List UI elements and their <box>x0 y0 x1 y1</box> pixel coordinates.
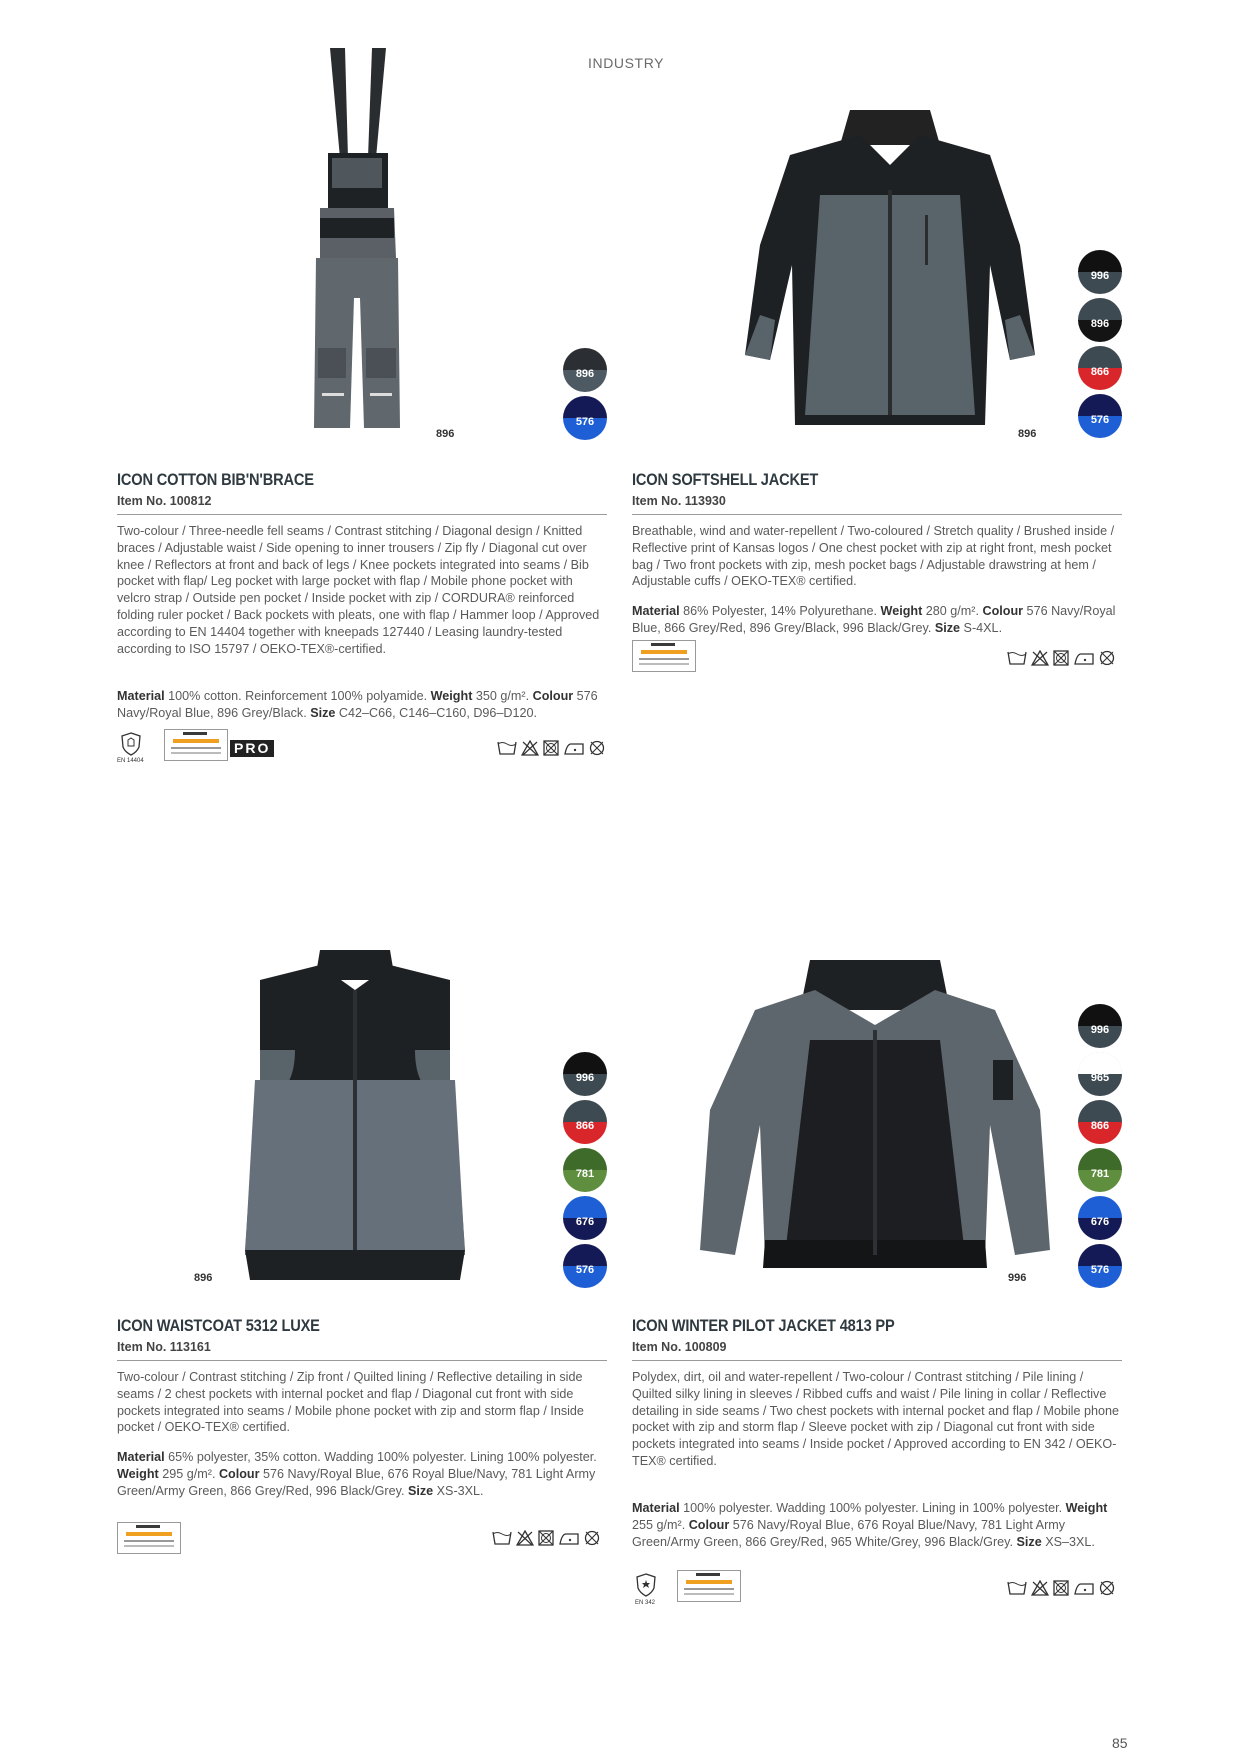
colour-swatch-781 <box>1078 1148 1122 1192</box>
oeko-tex-standard-100-badge <box>632 640 696 672</box>
spec-value-material: 65% polyester, 35% cotton. Wadding 100% polyester. Lining 100% polyester. <box>164 1450 597 1464</box>
spec-label-size: Size <box>407 1483 434 1498</box>
iron-icon <box>563 740 585 756</box>
spec-value-material: 100% cotton. Reinforcement 100% polyamide. <box>164 689 431 703</box>
spec-value-size: XS–3XL. <box>1041 1534 1095 1549</box>
colour-code: 576 <box>1090 1264 1110 1276</box>
softshell-image-label: 896 <box>1018 428 1037 440</box>
spec-label-size: Size <box>934 620 961 635</box>
no-bleach-icon <box>521 740 539 756</box>
spec-value-size: C42–C66, C146–C160, D96–D120. <box>335 705 538 720</box>
section-header: INDUSTRY <box>588 55 665 71</box>
colour-swatch-576 <box>1078 1244 1122 1288</box>
bib-divider <box>117 514 607 515</box>
colour-swatch-676 <box>1078 1196 1122 1240</box>
colour-code: 996 <box>575 1072 595 1084</box>
no-dry-clean-icon <box>1099 650 1115 666</box>
iron-icon <box>1073 650 1095 666</box>
spec-value-colour: 576 Navy/Royal Blue, 676 Royal Blue/Navy, 781 Light Army Green/Army Green, 866 Grey/Red, 996 Black/Grey. <box>117 1466 596 1498</box>
colour-swatch-996 <box>1078 1004 1122 1048</box>
pilot-divider <box>632 1360 1122 1361</box>
spec-label-material: Material <box>632 1501 680 1515</box>
spec-value-size: S-4XL. <box>960 620 1003 635</box>
spec-label-weight: Weight <box>430 689 473 703</box>
bib-image-label: 896 <box>436 428 455 440</box>
colour-swatch-576 <box>1078 394 1122 438</box>
care-symbols <box>492 1530 600 1548</box>
care-symbols <box>1007 1580 1115 1598</box>
pilot-description: Polydex, dirt, oil and water-repellent / Two-colour / Contrast stitching / Pile lining / Quilted silky lining in sleeves / Ribbed cuffs and waist / Pile lining in collar / Reflective detailing in side seams / Two chest pockets with internal pocket and flap / Mobile phone pocket with zip and storm flap / Sleeve pocket with zip / Diagonal cut front with side pockets integrated into seams / Inside pocket / Approved according to EN 342 / OEKO-TEX® certified. <box>632 1370 1120 1468</box>
spec-value-colour: 576 Navy/Royal Blue, 896 Grey/Black. <box>117 689 598 720</box>
colour-swatch-896 <box>1078 298 1122 342</box>
colour-code: 866 <box>1090 366 1110 378</box>
bib-and-brace-image <box>290 48 420 433</box>
softshell-description: Breathable, wind and water-repellent / Two-coloured / Stretch quality / Brushed inside / Reflective print of Kansas logos / One chest pocket with zip at right front, mesh pocket bag / Two front pockets with zip, mesh pocket bags / Adjustable drawstring at hem / Adjustable cuffs / OEKO-TEX® certified. <box>632 524 1115 589</box>
spec-label-size: Size <box>1016 1534 1042 1549</box>
pro-badge: PRO <box>230 740 274 757</box>
oeko-tex-standard-100-badge <box>677 1570 741 1602</box>
spec-label-colour: Colour <box>688 1517 730 1532</box>
no-tumble-dry-icon <box>543 740 559 756</box>
no-dry-clean-icon <box>589 740 605 756</box>
bib-specs <box>117 688 607 722</box>
colour-swatch-996 <box>1078 250 1122 294</box>
colour-code: 996 <box>1090 1024 1110 1036</box>
spec-label-material: Material <box>117 689 165 703</box>
softshell-title: ICON SOFTSHELL JACKET <box>632 470 819 489</box>
colour-swatch-866 <box>1078 1100 1122 1144</box>
colour-code: 676 <box>575 1216 595 1228</box>
spec-value-colour: 576 Navy/Royal Blue, 676 Royal Blue/Navy, 781 Light Army Green/Army Green, 866 Grey/Red, 965 White/Grey, 996 Black/Grey. <box>632 1517 1066 1549</box>
bib-description: Two-colour / Three-needle fell seams / Contrast stitching / Diagonal design / Knitted braces / Adjustable waist / Side opening to inner trousers / Zip fly / Diagonal cut over knee / Reflectors at front and back of legs / Knee pockets integrated into seams / Bib pocket with flap/ Leg pocket with large pocket with flap / Mobile phone pocket with velcro strap / Outside pen pocket / Inside pocket with zip / CORDURA® reinforced folding ruler pocket / Back pockets with pleats, one with flap / Hammer loop / Approved according to EN 14404 together with kneepads 127440 / Leasing laundry-tested according to ISO 15797 / OEKO-TEX®-certified. <box>117 524 600 656</box>
spec-label-colour: Colour <box>218 1466 260 1481</box>
colour-code: 866 <box>1090 1120 1110 1132</box>
colour-code: 866 <box>575 1120 595 1132</box>
colour-code: 896 <box>1090 318 1110 330</box>
colour-swatch-896 <box>563 348 607 392</box>
pilot-image-label: 996 <box>1008 1272 1027 1284</box>
spec-value-weight: 280 g/m². <box>922 604 983 618</box>
waistcoat-specs <box>117 1449 607 1499</box>
colour-swatch-996 <box>563 1052 607 1096</box>
spec-value-weight: 255 g/m². <box>632 1517 689 1532</box>
spec-value-size: XS-3XL. <box>433 1483 484 1498</box>
waistcoat-image <box>225 950 485 1285</box>
softshell-jacket-image <box>720 105 1060 445</box>
no-tumble-dry-icon <box>1053 1580 1069 1596</box>
product-waistcoat <box>117 1316 607 1556</box>
spec-label-weight: Weight <box>880 604 923 618</box>
spec-value-colour: 576 Navy/Royal Blue, 866 Grey/Red, 896 Grey/Black, 996 Black/Grey. <box>632 604 1116 635</box>
spec-value-weight: 295 g/m². <box>158 1466 219 1481</box>
no-dry-clean-icon <box>584 1530 600 1546</box>
no-tumble-dry-icon <box>538 1530 554 1546</box>
wash-40-icon <box>492 1530 512 1546</box>
colour-swatch-576 <box>563 1244 607 1288</box>
spec-label-material: Material <box>632 604 680 618</box>
oeko-tex-standard-100-badge <box>117 1522 181 1554</box>
spec-label-colour: Colour <box>532 689 574 703</box>
colour-swatch-676 <box>563 1196 607 1240</box>
winter-pilot-jacket-image <box>695 950 1055 1280</box>
colour-swatch-965 <box>1078 1052 1122 1096</box>
wash-40-icon <box>1007 1580 1027 1596</box>
pilot-specs <box>632 1500 1122 1550</box>
colour-swatch-866 <box>1078 346 1122 390</box>
colour-code: 576 <box>1090 414 1110 426</box>
spec-value-weight: 350 g/m². <box>472 689 533 703</box>
softshell-specs <box>632 603 1122 637</box>
softshell-item-number: Item No. 113930 <box>632 494 726 508</box>
care-symbols <box>497 740 605 758</box>
spec-label-weight: Weight <box>1065 1501 1108 1515</box>
oeko-tex-standard-100-badge <box>164 729 228 761</box>
spec-label-weight: Weight <box>117 1466 159 1481</box>
no-bleach-icon <box>1031 650 1049 666</box>
spec-label-material: Material <box>117 1450 165 1464</box>
care-symbols <box>1007 650 1115 668</box>
spec-label-colour: Colour <box>982 604 1024 618</box>
waistcoat-item-number: Item No. 113161 <box>117 1340 211 1354</box>
en-shield-icon <box>636 1573 656 1597</box>
pilot-title: ICON WINTER PILOT JACKET 4813 PP <box>632 1316 895 1335</box>
pilot-item-number: Item No. 100809 <box>632 1340 727 1354</box>
product-pilot <box>632 1316 1122 1616</box>
wash-40-icon <box>497 740 517 756</box>
colour-code: 576 <box>575 416 595 428</box>
iron-icon <box>1073 1580 1095 1596</box>
colour-swatch-576 <box>563 396 607 440</box>
softshell-divider <box>632 514 1122 515</box>
colour-code: 996 <box>1090 270 1110 282</box>
spec-label-size: Size <box>310 705 336 720</box>
colour-swatch-781 <box>563 1148 607 1192</box>
no-bleach-icon <box>1031 1580 1049 1596</box>
no-tumble-dry-icon <box>1053 650 1069 666</box>
product-bib <box>117 470 607 764</box>
colour-code: 781 <box>1090 1168 1110 1180</box>
bib-en-label: EN 14404 <box>117 758 144 764</box>
colour-swatch-866 <box>563 1100 607 1144</box>
pilot-en-label: EN 342 <box>635 1600 656 1606</box>
en-shield-icon <box>121 732 141 756</box>
waistcoat-image-label: 896 <box>194 1272 213 1284</box>
waistcoat-description: Two-colour / Contrast stitching / Zip front / Quilted lining / Reflective detailing in side seams / 2 chest pockets with internal pocket and flap / Diagonal cut front with side pockets integrated into seams / Mobile phone pocket with zip and storm flap / Inside pocket / OEKO-TEX® certified. <box>117 1370 584 1435</box>
no-dry-clean-icon <box>1099 1580 1115 1596</box>
page-number: 85 <box>1112 1735 1128 1751</box>
wash-40-icon <box>1007 650 1027 666</box>
colour-code: 676 <box>1090 1216 1110 1228</box>
product-softshell <box>632 470 1122 690</box>
bib-title: ICON COTTON BIB'N'BRACE <box>117 470 314 489</box>
colour-code: 781 <box>575 1168 595 1180</box>
waistcoat-title: ICON WAISTCOAT 5312 LUXE <box>117 1316 320 1335</box>
colour-code: 576 <box>575 1264 595 1276</box>
no-bleach-icon <box>516 1530 534 1546</box>
spec-value-material: 86% Polyester, 14% Polyurethane. <box>679 604 881 618</box>
iron-icon <box>558 1530 580 1546</box>
bib-item-number: Item No. 100812 <box>117 494 212 508</box>
colour-code: 965 <box>1090 1072 1110 1084</box>
spec-value-material: 100% polyester. Wadding 100% polyester. Lining in 100% polyester. <box>679 1501 1066 1515</box>
colour-code: 896 <box>575 368 595 380</box>
waistcoat-divider <box>117 1360 607 1361</box>
